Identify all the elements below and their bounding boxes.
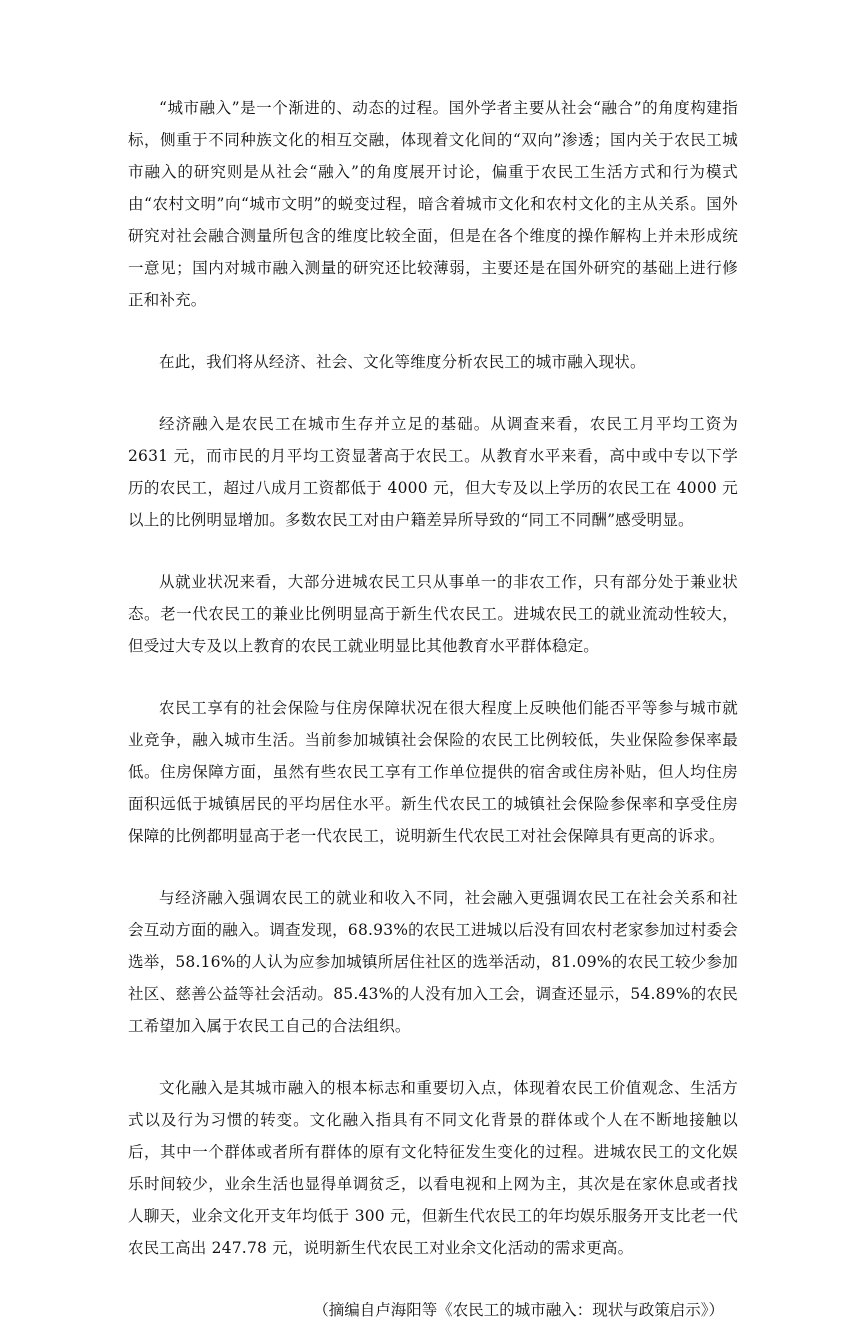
source-citation: （摘编自卢海阳等《农民工的城市融入：现状与政策启示》）	[313, 1301, 724, 1319]
paragraph-social-security-housing: 农民工享有的社会保险与住房保障状况在很大程度上反映他们能否平等参与城市就业竞争，融入城市生活。当前参加城镇社会保险的农民工比例较低，失业保险参保率最低。住房保障方面，虽然有些农民工享有工作单位提供的宿舍或住房补贴，但人均住房面积远低于城镇居民的平均居住水平。新生代农民工的城镇社会保险参保率和享受住房保障的比例都明显高于老一代农民工，说明新生代农民工对社会保障具有更高的诉求。	[128, 699, 738, 845]
paragraph-urban-integration-definition: “城市融入”是一个渐进的、动态的过程。国外学者主要从社会“融合”的角度构建指标，侧重于不同种族文化的相互交融，体现着文化间的“双向”渗透；国内关于农民工城市融入的研究则是从社会“融入”的角度展开讨论，偏重于农民工生活方式和行为模式由“农村文明”向“城市文明”的蜕变过程，暗含着城市文化和农村文化的主从关系。国外研究对社会融合测量所包含的维度比较全面，但是在各个维度的操作解构上并未形成统一意见；国内对城市融入测量的研究还比较薄弱，主要还是在国外研究的基础上进行修正和补充。	[128, 99, 738, 309]
paragraph-economic-integration: 经济融入是农民工在城市生存并立足的基础。从调查来看，农民工月平均工资为 2631 元，而市民的月平均工资显著高于农民工。从教育水平来看，高中或中专以下学历的农民工，超过八成月工资都低于 4000 元，但大专及以上学历的农民工在 4000 元以上的比例明显增加。多数农民工对由户籍差异所导致的“同工不同酬”感受明显。	[128, 415, 738, 529]
paragraph-social-integration: 与经济融入强调农民工的就业和收入不同，社会融入更强调农民工在社会关系和社会互动方面的融入。调查发现，68.93%的农民工进城以后没有回农村老家参加过村委会选举，58.16%的人认为应参加城镇所居住社区的选举活动，81.09%的农民工较少参加社区、慈善公益等社会活动。85.43%的人没有加入工会，调查还显示，54.89%的农民工希望加入属于农民工自己的合法组织。	[128, 889, 738, 1035]
paragraph-employment-status: 从就业状况来看，大部分进城农民工只从事单一的非农工作，只有部分处于兼业状态。老一代农民工的兼业比例明显高于新生代农民工。进城农民工的就业流动性较大，但受过大专及以上教育的农民工就业明显比其他教育水平群体稳定。	[128, 573, 738, 655]
paragraph-analysis-intro: 在此，我们将从经济、社会、文化等维度分析农民工的城市融入现状。	[159, 353, 646, 371]
paragraph-cultural-integration: 文化融入是其城市融入的根本标志和重要切入点，体现着农民工价值观念、生活方式以及行为习惯的转变。文化融入指具有不同文化背景的群体或个人在不断地接触以后，其中一个群体或者所有群体的原有文化特征发生变化的过程。进城农民工的文化娱乐时间较少，业余生活也显得单调贫乏，以看电视和上网为主，其次是在家休息或者找人聊天，业余文化开支年均低于 300 元，但新生代农民工的年均娱乐服务开支比老一代农民工高出 247.78 元，说明新生代农民工对业余文化活动的需求更高。	[128, 1079, 738, 1257]
article-body	[128, 92, 738, 1326]
